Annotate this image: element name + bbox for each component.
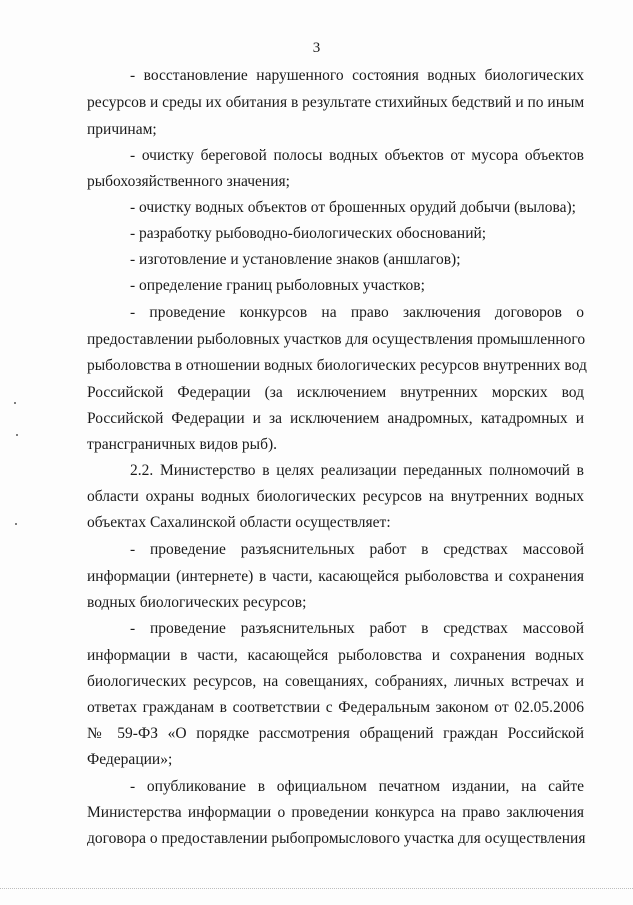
text-line: - очистку береговой полосы водных объектов от мусора объектов [130,147,584,164]
text-line: причинам; [87,121,157,138]
text-line: рыболовства в отношении водных биологических ресурсов внутренних вод [87,357,587,374]
text-line: рыбохозяйственного значения; [87,173,290,190]
scan-speck [14,402,16,404]
text-line: - опубликование в официальном печатном издании, на сайте [130,778,584,795]
text-line: Российской Федерации (за исключением внутренних морских вод [87,384,584,401]
text-line: информации (интернете) в части, касающейся рыболовства и сохранения [87,568,584,585]
text-line: - определение границ рыболовных участков; [130,277,425,294]
text-line: информации в части, касающейся рыболовства и сохранения водных [87,647,584,664]
text-line: - очистку водных объектов от брошенных орудий добычи (вылова); [130,199,576,216]
text-line: 2.2. Министерство в целях реализации переданных полномочий в [130,462,584,479]
text-line: биологических ресурсов, на совещаниях, собраниях, личных встречах и [87,673,584,690]
text-line: области охраны водных биологических ресурсов на внутренних водных [87,488,584,505]
text-line: № 59-ФЗ «О порядке рассмотрения обращений граждан Российской [87,725,584,742]
page-number: 3 [312,40,321,56]
text-line: - восстановление нарушенного состояния водных биологических [130,67,584,84]
text-line: ресурсов и среды их обитания в результате стихийных бедствий и по иным [87,94,585,111]
text-line: - проведение разъяснительных работ в средствах массовой [130,541,584,558]
text-line: Федерации»; [87,751,173,768]
text-line: водных биологических ресурсов; [87,594,307,611]
text-line: ответах гражданам в соответствии с Федеральным законом от 02.05.2006 [87,699,584,716]
text-line: договора о предоставлении рыбопромыслового участка для осуществления [87,830,586,847]
scan-speck [16,434,18,436]
text-line: трансграничных видов рыб). [87,436,278,453]
text-line: Российской Федерации и за исключением анадромных, катадромных и [87,410,584,427]
text-line: - проведение конкурсов на право заключения договоров о [130,304,584,321]
text-line: объектах Сахалинской области осуществляет: [87,514,391,531]
text-line: - проведение разъяснительных работ в средствах массовой [130,620,584,637]
scan-speck [15,523,17,525]
text-line: Министерства информации о проведении конкурса на право заключения [87,804,584,821]
text-line: предоставлении рыболовных участков для осуществления промышленного [87,331,586,348]
text-line: - изготовление и установление знаков (аншлагов); [130,251,461,268]
text-line: - разработку рыбоводно-биологических обоснований; [130,225,487,242]
scan-edge [0,888,633,889]
